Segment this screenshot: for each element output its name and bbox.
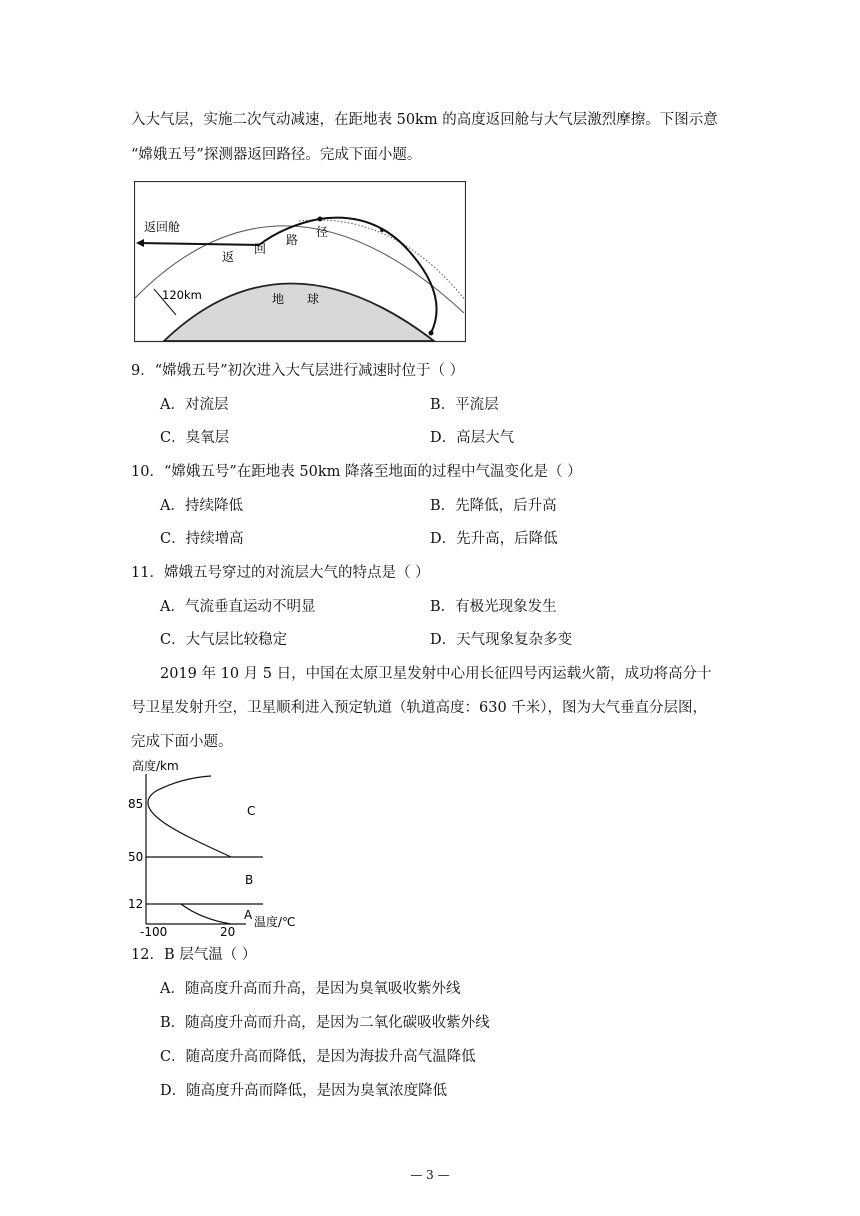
- passage-line-1: 2019 年 10 月 5 日，中国在太原卫星发射中心用长征四号丙运载火箭，成功将高分十: [160, 666, 712, 682]
- q11-option-b: B．有极光现象发生: [430, 599, 557, 615]
- earth-char: 地: [272, 292, 285, 306]
- y-tick-12: 12: [128, 897, 144, 911]
- q10-option-c: C．持续增高: [160, 531, 244, 547]
- q12-option-b: B．随高度升高而升高，是因为二氧化碳吸收紫外线: [160, 1015, 490, 1031]
- path-char: 径: [316, 225, 329, 239]
- y-axis-label: 高度/km: [132, 759, 179, 773]
- return-path-figure: [134, 181, 466, 343]
- atmosphere-layer-figure: [126, 756, 326, 938]
- q10-option-b: B．先降低，后升高: [430, 498, 557, 514]
- curve-a: [181, 904, 231, 924]
- question-9-stem: 9．“嫦娥五号”初次进入大气层进行减速时位于（ ）: [131, 363, 465, 379]
- q12-option-d: D．随高度升高而降低，是因为臭氧浓度降低: [160, 1083, 448, 1099]
- q11-option-a: A．气流垂直运动不明显: [160, 599, 316, 615]
- question-12-stem: 12．B 层气温（ ）: [131, 947, 257, 963]
- y-tick-85: 85: [128, 797, 144, 811]
- capsule-label: 返回舱: [144, 220, 181, 234]
- curve-c: [148, 776, 231, 857]
- path-char: 路: [286, 233, 299, 247]
- y-tick-50: 50: [128, 850, 144, 864]
- q10-option-a: A．持续降低: [160, 498, 243, 514]
- start-point: [429, 331, 434, 336]
- q10-option-d: D．先升高，后降低: [430, 531, 558, 547]
- q12-option-c: C．随高度升高而降低，是因为海拔升高气温降低: [160, 1049, 476, 1065]
- q9-option-b: B．平流层: [430, 397, 499, 413]
- mid-point: [318, 217, 323, 222]
- passage-line-3: 完成下面小题。: [131, 734, 233, 750]
- intro-line-1: 入大气层，实施二次气动减速，在距地表 50km 的高度返回舱与大气层激烈摩擦。下图示意: [131, 112, 718, 128]
- path-char: 返: [222, 250, 235, 264]
- q11-option-c: C．大气层比较稳定: [160, 632, 288, 648]
- question-11-stem: 11．嫦娥五号穿过的对流层大气的特点是（ ）: [131, 565, 430, 581]
- x-tick-minus100: -100: [140, 925, 168, 938]
- layer-c-label: C: [247, 804, 256, 818]
- distance-label: 120km: [162, 288, 202, 302]
- question-10-stem: 10．“嫦娥五号”在距地表 50km 降落至地面的过程中气温变化是（ ）: [131, 464, 582, 480]
- layer-a-label: A: [244, 908, 253, 922]
- q11-option-d: D．天气现象复杂多变: [430, 632, 573, 648]
- q9-option-d: D．高层大气: [430, 430, 515, 446]
- intro-line-2: “嫦娥五号”探测器返回路径。完成下面小题。: [131, 147, 422, 163]
- q9-option-a: A．对流层: [160, 397, 229, 413]
- x-tick-20: 20: [220, 925, 236, 938]
- passage-line-2: 号卫星发射升空，卫星顺利进入预定轨道（轨道高度：630 千米），图为大气垂直分层图，: [131, 700, 708, 716]
- q9-option-c: C．臭氧层: [160, 430, 230, 446]
- mid-point: [380, 228, 384, 232]
- page-number: — 3 —: [410, 1168, 450, 1182]
- x-axis-label: 温度/℃: [254, 915, 296, 929]
- earth-char: 球: [307, 292, 320, 306]
- layer-b-label: B: [245, 873, 254, 887]
- path-char: 回: [254, 242, 267, 256]
- q12-option-a: A．随高度升高而升高，是因为臭氧吸收紫外线: [160, 981, 461, 997]
